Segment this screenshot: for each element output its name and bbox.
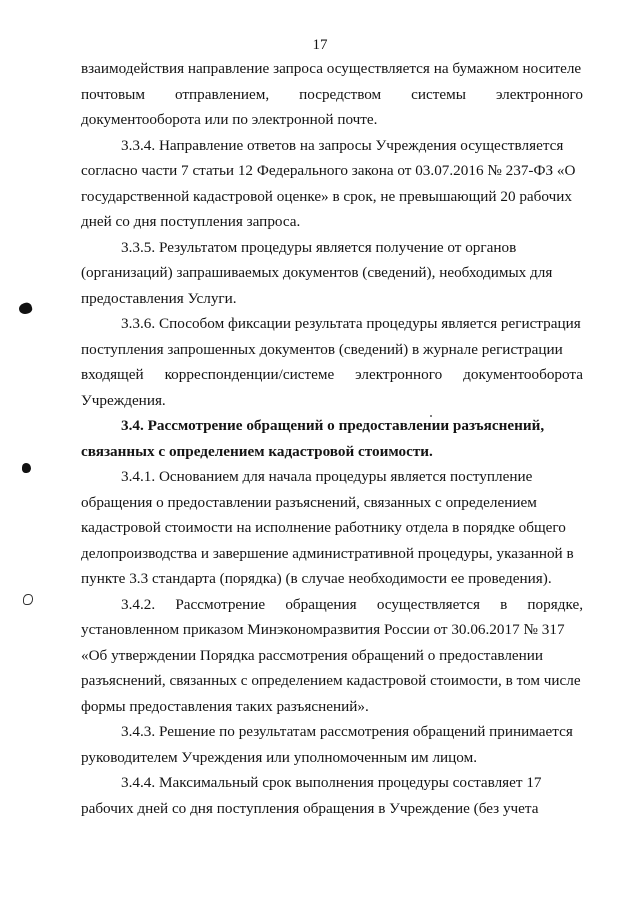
text-line [81, 260, 583, 286]
text-segment: 3.3.4. Направление ответов на запросы Учреждения осуществляется [121, 136, 564, 154]
text-segment: руководителем Учреждения или уполномоченным им лицом. [81, 748, 477, 766]
text-segment: 3.4.1. Основанием для начала процедуры является поступление [121, 468, 533, 485]
text-segment: документооборота [463, 366, 583, 383]
text-line [81, 209, 583, 235]
text-segment: 3.3.6. Способом фиксации результата процедуры является регистрация [121, 315, 581, 332]
text-segment: предоставления Услуги. [81, 289, 237, 307]
text-segment: формы предоставления таких разъяснений». [81, 697, 369, 715]
text-segment: взаимодействия направление запроса осуществляется на бумажном носителе [81, 60, 582, 77]
body-text [81, 56, 583, 821]
text-segment: связанных с определением кадастровой стоимости. [81, 442, 433, 460]
text-segment: разъяснений, связанных с определением кадастровой стоимости, в том числе [81, 672, 581, 689]
text-segment: Учреждения. [81, 391, 166, 409]
text-line [81, 286, 583, 312]
text-segment: установленном приказом Минэкономразвития России от 30.06.2017 № 317 [81, 621, 565, 638]
text-line [81, 235, 583, 261]
scan-blot-mark [23, 594, 33, 605]
text-segment: дней со дня поступления запроса. [81, 213, 301, 230]
text-line [81, 184, 583, 210]
text-segment: поступления запрошенных документов (сведений) в журнале регистрации [81, 340, 563, 358]
text-segment: отправлением, [174, 85, 270, 103]
text-line [81, 541, 583, 567]
text-segment: «Об утверждении Порядка рассмотрения обращений о предоставлении [81, 646, 544, 664]
text-segment: 3.4.3. Решение по результатам рассмотрения обращений принимается [121, 723, 573, 740]
text-segment: входящей [81, 366, 144, 383]
section-heading-line [81, 413, 583, 439]
text-line [81, 796, 583, 822]
text-line [81, 617, 583, 643]
text-line [81, 311, 583, 337]
text-segment: документооборота или по электронной почте. [81, 111, 378, 128]
text-segment: порядке, [527, 595, 583, 613]
text-segment: пункте 3.3 стандарта (порядка) (в случае необходимости ее проведения). [81, 570, 552, 587]
text-line [81, 337, 583, 363]
section-heading-line [81, 439, 583, 465]
text-segment: (организаций) запрашиваемых документов (сведений), необходимых для [81, 264, 553, 281]
text-line [81, 643, 583, 669]
text-line [81, 694, 583, 720]
text-line [81, 592, 583, 618]
text-line [81, 107, 583, 133]
text-segment: кадастровой стоимости на исполнение работнику отдела в порядке общего [81, 519, 566, 536]
text-segment: государственной кадастровой оценке» в срок, не превышающий 20 рабочих [81, 187, 572, 205]
scan-dust-dot [430, 415, 432, 417]
text-line [81, 362, 583, 388]
text-segment: электронного [355, 366, 443, 383]
text-segment: 3.4. Рассмотрение обращений о предоставлении разъяснений, [121, 417, 545, 434]
text-line [81, 515, 583, 541]
text-line [81, 770, 583, 796]
text-segment: Рассмотрение [175, 595, 266, 613]
text-segment: корреспонденции/системе [164, 366, 335, 383]
text-segment: системы [411, 85, 466, 103]
text-segment: 3.4.2. [121, 595, 156, 613]
text-segment: 3.3.5. Результатом процедуры является получение от органов [121, 238, 517, 256]
page-number: 17 [312, 37, 328, 53]
text-segment: в [500, 595, 508, 613]
text-line [81, 56, 583, 82]
text-segment: осуществляется [376, 595, 480, 613]
text-line [81, 158, 583, 184]
text-segment: посредством [299, 85, 382, 103]
text-line [81, 719, 583, 745]
text-segment: электронного [495, 85, 583, 103]
text-segment: 3.4.4. Максимальный срок выполнения процедуры составляет 17 [121, 774, 542, 791]
text-line [81, 133, 583, 159]
text-segment: почтовым [81, 85, 145, 103]
text-segment: обращения [285, 595, 357, 613]
text-line [81, 490, 583, 516]
scan-blot-mark [18, 301, 34, 315]
text-segment: согласно части 7 статьи 12 Федерального закона от 03.07.2016 № 237-ФЗ «О [81, 162, 576, 179]
text-line [81, 388, 583, 414]
text-segment: делопроизводства и завершение административной процедуры, указанной в [81, 544, 574, 562]
text-line [81, 82, 583, 108]
text-segment: рабочих дней со дня поступления обращения в Учреждение (без учета [81, 799, 539, 817]
text-line [81, 566, 583, 592]
text-line [81, 464, 583, 490]
text-segment: обращения о предоставлении разъяснений, связанных с определением [81, 493, 537, 511]
text-line [81, 745, 583, 771]
text-line [81, 668, 583, 694]
scan-blot-mark [22, 463, 31, 473]
